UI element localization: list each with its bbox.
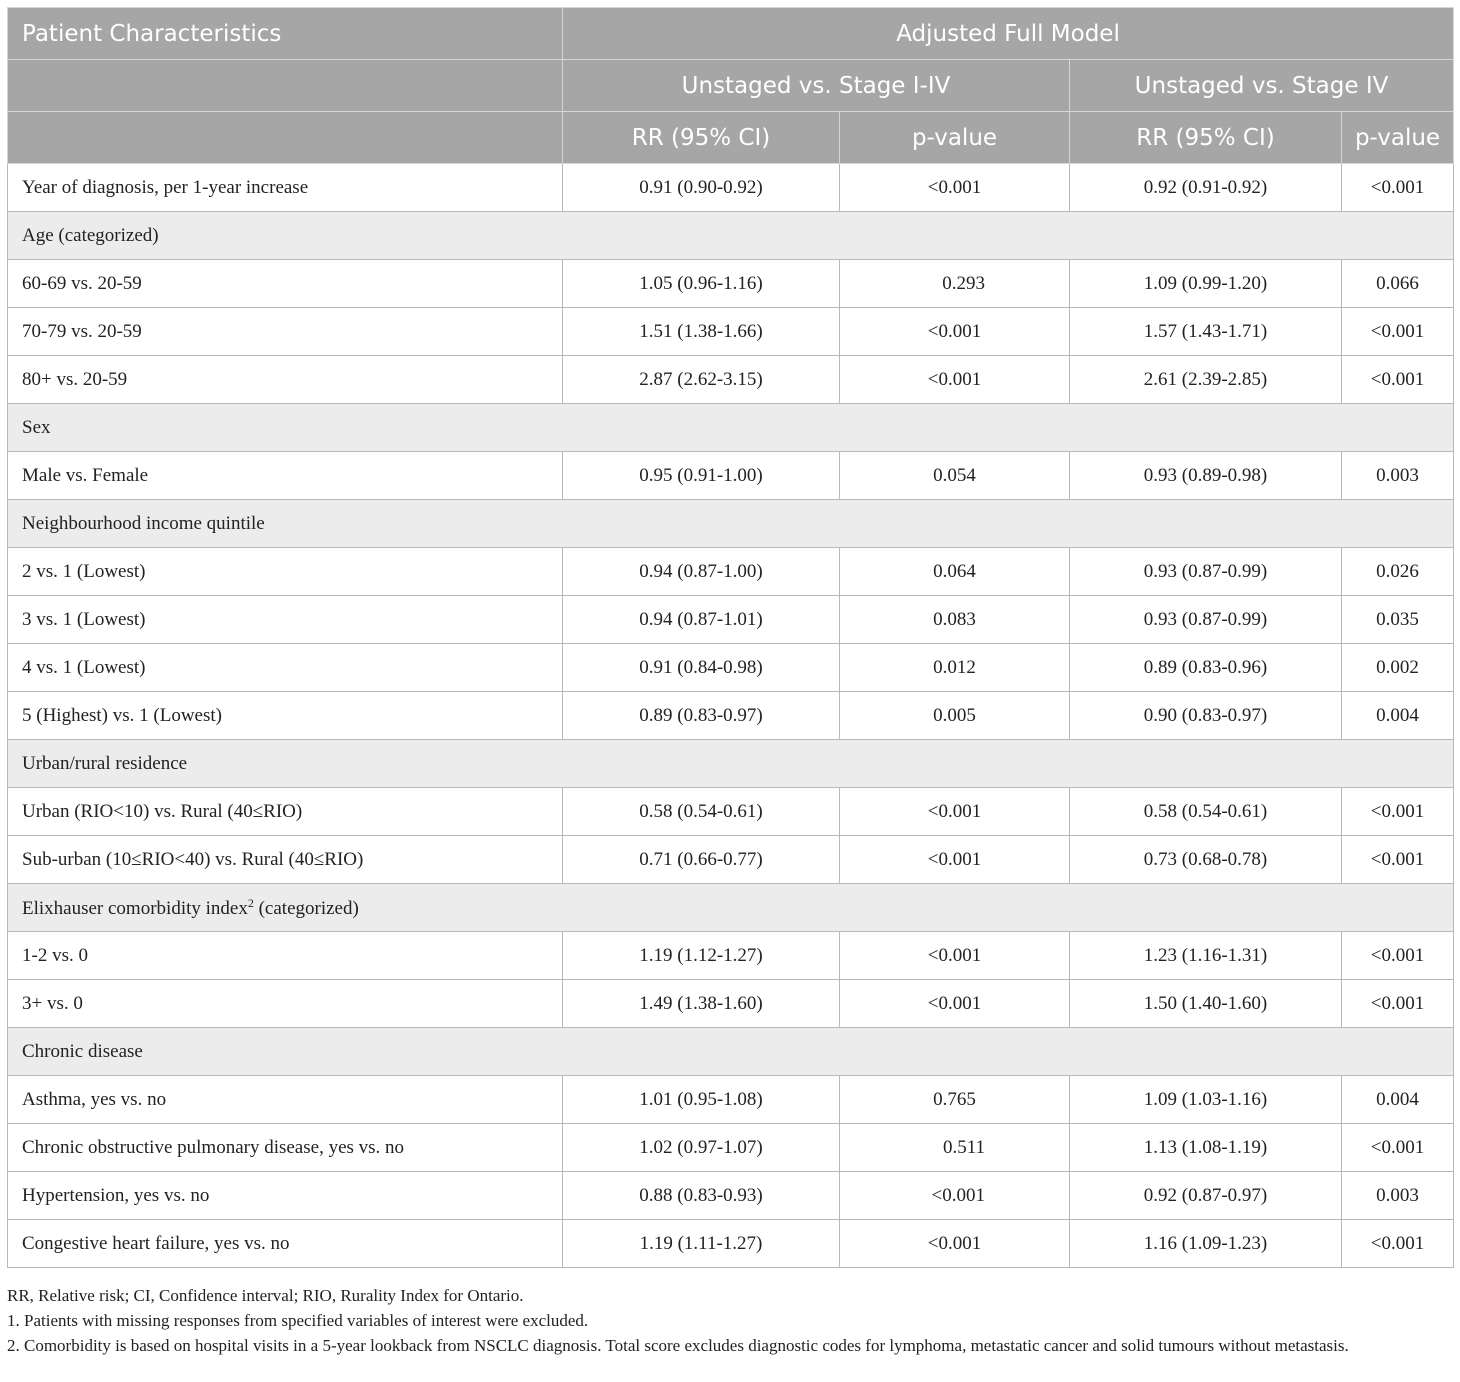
section-row <box>8 740 1454 788</box>
row-label: 70-79 vs. 20-59 <box>8 308 563 356</box>
table-row <box>8 596 1454 644</box>
rr-stage-i-iv: 1.51 (1.38-1.66) <box>563 308 840 356</box>
row-label: 5 (Highest) vs. 1 (Lowest) <box>8 692 563 740</box>
footnote-2: 2. Comorbidity is based on hospital visits in a 5-year lookback from NSCLC diagnosis. Total score excludes diagnostic codes for lymphoma, metastatic cancer and solid tumours without metastasis. <box>7 1336 1349 1355</box>
table-row <box>8 548 1454 596</box>
rr-stage-iv: 0.73 (0.68-0.78) <box>1070 836 1342 884</box>
row-label: 4 vs. 1 (Lowest) <box>8 644 563 692</box>
row-label: Hypertension, yes vs. no <box>8 1172 563 1220</box>
p-value-stage-iv: <0.001 <box>1342 308 1454 356</box>
p-value-stage-iv: 0.035 <box>1342 596 1454 644</box>
section-heading <box>8 1028 1454 1076</box>
section-heading-text: Urban/rural residence <box>22 752 188 774</box>
table-footnotes <box>7 1283 1453 1358</box>
section-heading <box>8 500 1454 548</box>
results-table <box>7 7 1454 1268</box>
rr-stage-iv: 2.61 (2.39-2.85) <box>1070 356 1342 404</box>
p-value-stage-iv: <0.001 <box>1342 356 1454 404</box>
rr-stage-i-iv: 1.19 (1.12-1.27) <box>563 932 840 980</box>
p-value-stage-i-iv: 0.054 <box>840 452 1070 500</box>
rr-stage-i-iv: 0.94 (0.87-1.01) <box>563 596 840 644</box>
rr-stage-iv: 1.50 (1.40-1.60) <box>1070 980 1342 1028</box>
section-heading-tail: (categorized) <box>253 897 359 919</box>
table-header <box>8 8 1454 164</box>
header-rr-1: RR (95% CI) <box>563 112 840 164</box>
row-label: Year of diagnosis, per 1-year increase <box>8 164 563 212</box>
rr-stage-iv: 0.90 (0.83-0.97) <box>1070 692 1342 740</box>
table-row <box>8 308 1454 356</box>
p-value-stage-i-iv: <0.001 <box>840 356 1070 404</box>
section-heading-text: Neighbourhood income quintile <box>22 512 265 534</box>
rr-stage-i-iv: 0.94 (0.87-1.00) <box>563 548 840 596</box>
p-value-stage-i-iv: 0.293 <box>840 260 1070 308</box>
p-value-stage-i-iv: 0.511 <box>840 1124 1070 1172</box>
p-value-stage-iv: <0.001 <box>1342 980 1454 1028</box>
p-value-stage-i-iv: <0.001 <box>840 308 1070 356</box>
p-value-stage-iv: 0.026 <box>1342 548 1454 596</box>
row-label: Urban (RIO<10) vs. Rural (40≤RIO) <box>8 788 563 836</box>
rr-stage-i-iv: 0.91 (0.90-0.92) <box>563 164 840 212</box>
table-row <box>8 836 1454 884</box>
rr-stage-iv: 1.23 (1.16-1.31) <box>1070 932 1342 980</box>
row-label: 1-2 vs. 0 <box>8 932 563 980</box>
header-group-stage-iv: Unstaged vs. Stage IV <box>1070 60 1454 112</box>
rr-stage-iv: 0.93 (0.87-0.99) <box>1070 548 1342 596</box>
p-value-stage-iv: 0.002 <box>1342 644 1454 692</box>
p-value-stage-i-iv: <0.001 <box>840 788 1070 836</box>
row-label: 60-69 vs. 20-59 <box>8 260 563 308</box>
rr-stage-i-iv: 1.05 (0.96-1.16) <box>563 260 840 308</box>
section-heading-text: Elixhauser comorbidity index <box>22 897 248 919</box>
table-row <box>8 692 1454 740</box>
footnote-abbreviations: RR, Relative risk; CI, Confidence interval; RIO, Rurality Index for Ontario. <box>7 1286 524 1305</box>
table-row <box>8 1172 1454 1220</box>
rr-stage-i-iv: 0.95 (0.91-1.00) <box>563 452 840 500</box>
p-value-stage-i-iv: 0.765 <box>840 1076 1070 1124</box>
rr-stage-i-iv: 0.71 (0.66-0.77) <box>563 836 840 884</box>
p-value-stage-iv: 0.004 <box>1342 692 1454 740</box>
header-p-1: p-value <box>840 112 1070 164</box>
p-value-stage-i-iv: 0.012 <box>840 644 1070 692</box>
rr-stage-i-iv: 0.89 (0.83-0.97) <box>563 692 840 740</box>
table-row <box>8 1124 1454 1172</box>
p-value-stage-i-iv: <0.001 <box>840 836 1070 884</box>
p-value-stage-iv: <0.001 <box>1342 836 1454 884</box>
section-heading-text: Sex <box>22 416 51 438</box>
p-value-stage-i-iv: <0.001 <box>840 980 1070 1028</box>
footnote-1: 1. Patients with missing responses from specified variables of interest were excluded. <box>7 1311 589 1330</box>
section-heading-text: Chronic disease <box>22 1040 143 1062</box>
header-patient-characteristics: Patient Characteristics <box>8 8 563 60</box>
rr-stage-i-iv: 1.49 (1.38-1.60) <box>563 980 840 1028</box>
p-value-stage-iv: 0.004 <box>1342 1076 1454 1124</box>
table-row <box>8 164 1454 212</box>
section-heading <box>8 740 1454 788</box>
row-label: Congestive heart failure, yes vs. no <box>8 1220 563 1268</box>
table-row <box>8 1076 1454 1124</box>
p-value-stage-i-iv: <0.001 <box>840 1220 1070 1268</box>
header-adjusted-full-model: Adjusted Full Model <box>563 8 1454 60</box>
header-p-2: p-value <box>1342 112 1454 164</box>
table-row <box>8 788 1454 836</box>
section-row <box>8 212 1454 260</box>
row-label: Chronic obstructive pulmonary disease, yes vs. no <box>8 1124 563 1172</box>
p-value-stage-iv: 0.003 <box>1342 1172 1454 1220</box>
rr-stage-i-iv: 0.58 (0.54-0.61) <box>563 788 840 836</box>
p-value-stage-i-iv: <0.001 <box>840 1172 1070 1220</box>
rr-stage-iv: 0.92 (0.87-0.97) <box>1070 1172 1342 1220</box>
p-value-stage-iv: 0.003 <box>1342 452 1454 500</box>
p-value-stage-iv: <0.001 <box>1342 164 1454 212</box>
row-label: 3 vs. 1 (Lowest) <box>8 596 563 644</box>
section-row <box>8 500 1454 548</box>
rr-stage-i-iv: 1.02 (0.97-1.07) <box>563 1124 840 1172</box>
rr-stage-i-iv: 0.88 (0.83-0.93) <box>563 1172 840 1220</box>
p-value-stage-iv: <0.001 <box>1342 1124 1454 1172</box>
rr-stage-iv: 0.89 (0.83-0.96) <box>1070 644 1342 692</box>
rr-stage-iv: 0.93 (0.87-0.99) <box>1070 596 1342 644</box>
rr-stage-iv: 0.58 (0.54-0.61) <box>1070 788 1342 836</box>
p-value-stage-iv: <0.001 <box>1342 1220 1454 1268</box>
p-value-stage-iv: <0.001 <box>1342 788 1454 836</box>
row-label: 80+ vs. 20-59 <box>8 356 563 404</box>
section-heading <box>8 404 1454 452</box>
section-row <box>8 404 1454 452</box>
table-row <box>8 260 1454 308</box>
table-row <box>8 1220 1454 1268</box>
rr-stage-i-iv: 2.87 (2.62-3.15) <box>563 356 840 404</box>
section-row <box>8 1028 1454 1076</box>
rr-stage-iv: 1.16 (1.09-1.23) <box>1070 1220 1342 1268</box>
rr-stage-iv: 1.13 (1.08-1.19) <box>1070 1124 1342 1172</box>
table-body <box>8 164 1454 1268</box>
table-container <box>7 7 1453 1268</box>
p-value-stage-i-iv: <0.001 <box>840 932 1070 980</box>
table-row <box>8 356 1454 404</box>
table-row <box>8 452 1454 500</box>
footnote-marker: 2 <box>247 895 254 910</box>
header-group-stage-i-iv: Unstaged vs. Stage I-IV <box>563 60 1070 112</box>
row-label: Male vs. Female <box>8 452 563 500</box>
row-label: 2 vs. 1 (Lowest) <box>8 548 563 596</box>
rr-stage-i-iv: 1.01 (0.95-1.08) <box>563 1076 840 1124</box>
table-row <box>8 932 1454 980</box>
p-value-stage-i-iv: 0.005 <box>840 692 1070 740</box>
table-row <box>8 980 1454 1028</box>
rr-stage-iv: 1.09 (0.99-1.20) <box>1070 260 1342 308</box>
rr-stage-i-iv: 1.19 (1.11-1.27) <box>563 1220 840 1268</box>
header-blank-2 <box>8 112 563 164</box>
section-heading <box>8 884 1454 932</box>
section-heading-text: Age (categorized) <box>22 224 159 246</box>
p-value-stage-i-iv: 0.083 <box>840 596 1070 644</box>
p-value-stage-i-iv: 0.064 <box>840 548 1070 596</box>
row-label: Sub-urban (10≤RIO<40) vs. Rural (40≤RIO) <box>8 836 563 884</box>
rr-stage-i-iv: 0.91 (0.84-0.98) <box>563 644 840 692</box>
row-label: Asthma, yes vs. no <box>8 1076 563 1124</box>
section-heading <box>8 212 1454 260</box>
p-value-stage-iv: 0.066 <box>1342 260 1454 308</box>
rr-stage-iv: 0.93 (0.89-0.98) <box>1070 452 1342 500</box>
header-blank-1 <box>8 60 563 112</box>
p-value-stage-i-iv: <0.001 <box>840 164 1070 212</box>
section-row <box>8 884 1454 932</box>
rr-stage-iv: 1.57 (1.43-1.71) <box>1070 308 1342 356</box>
rr-stage-iv: 0.92 (0.91-0.92) <box>1070 164 1342 212</box>
header-rr-2: RR (95% CI) <box>1070 112 1342 164</box>
rr-stage-iv: 1.09 (1.03-1.16) <box>1070 1076 1342 1124</box>
table-row <box>8 644 1454 692</box>
p-value-stage-iv: <0.001 <box>1342 932 1454 980</box>
row-label: 3+ vs. 0 <box>8 980 563 1028</box>
